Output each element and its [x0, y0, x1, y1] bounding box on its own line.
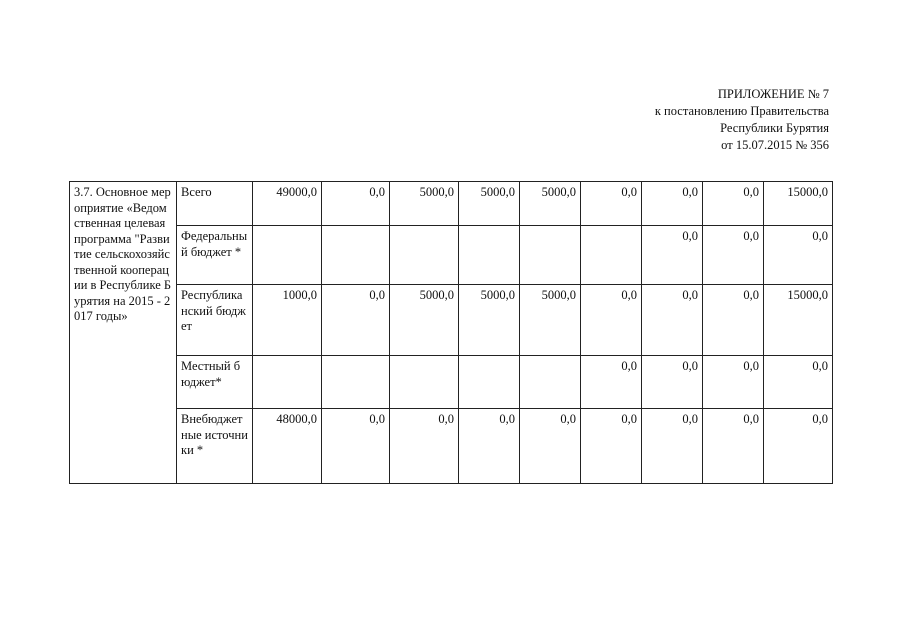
value-cell: 15000,0 — [764, 285, 833, 356]
value-cell: 0,0 — [764, 356, 833, 409]
value-cell — [390, 226, 459, 285]
value-cell — [520, 226, 581, 285]
value-cell: 0,0 — [642, 182, 703, 226]
value-cell: 0,0 — [322, 285, 390, 356]
value-cell: 0,0 — [642, 226, 703, 285]
table-row — [70, 356, 833, 409]
value-cell: 15000,0 — [764, 182, 833, 226]
value-cell — [390, 356, 459, 409]
funding-source: Федеральный бюджет * — [177, 226, 253, 285]
value-cell: 0,0 — [703, 409, 764, 484]
value-cell — [459, 356, 520, 409]
funding-source: Всего — [177, 182, 253, 226]
value-cell — [253, 356, 322, 409]
appendix-republic-line: Республики Бурятия — [720, 121, 829, 135]
value-cell: 0,0 — [642, 409, 703, 484]
budget-table — [69, 181, 833, 484]
funding-source: Местный бюджет* — [177, 356, 253, 409]
value-cell: 0,0 — [581, 182, 642, 226]
value-cell: 0,0 — [581, 409, 642, 484]
value-cell: 0,0 — [703, 356, 764, 409]
value-cell: 0,0 — [581, 356, 642, 409]
value-cell: 0,0 — [520, 409, 581, 484]
value-cell — [322, 226, 390, 285]
value-cell: 0,0 — [703, 226, 764, 285]
appendix-header — [655, 86, 829, 154]
value-cell — [253, 226, 322, 285]
measure-description: 3.7. Основное мероприятие «Ведомственная целевая программа "Развитие сельскохозяйственной кооперации в Республике Бурятия на 2015 - 2017 годы» — [70, 182, 177, 484]
value-cell: 0,0 — [703, 285, 764, 356]
value-cell: 5000,0 — [520, 285, 581, 356]
value-cell: 0,0 — [764, 409, 833, 484]
value-cell: 0,0 — [581, 285, 642, 356]
table-row — [70, 226, 833, 285]
value-cell: 5000,0 — [390, 285, 459, 356]
value-cell: 0,0 — [642, 356, 703, 409]
value-cell — [459, 226, 520, 285]
appendix-resolution-line: к постановлению Правительства — [654, 104, 829, 118]
value-cell: 0,0 — [390, 409, 459, 484]
appendix-title: ПРИЛОЖЕНИЕ № 7 — [717, 87, 829, 101]
table-row — [70, 182, 833, 226]
value-cell: 5000,0 — [459, 285, 520, 356]
value-cell — [322, 356, 390, 409]
value-cell: 0,0 — [322, 409, 390, 484]
value-cell: 48000,0 — [253, 409, 322, 484]
value-cell: 5000,0 — [520, 182, 581, 226]
value-cell: 0,0 — [322, 182, 390, 226]
funding-source: Республиканский бюджет — [177, 285, 253, 356]
value-cell: 0,0 — [642, 285, 703, 356]
table-row — [70, 409, 833, 484]
appendix-date-number: от 15.07.2015 № 356 — [721, 138, 829, 152]
value-cell — [520, 356, 581, 409]
value-cell: 5000,0 — [390, 182, 459, 226]
value-cell: 1000,0 — [253, 285, 322, 356]
value-cell: 0,0 — [459, 409, 520, 484]
value-cell: 5000,0 — [459, 182, 520, 226]
table-row — [70, 285, 833, 356]
value-cell: 49000,0 — [253, 182, 322, 226]
value-cell: 0,0 — [764, 226, 833, 285]
value-cell: 0,0 — [703, 182, 764, 226]
value-cell — [581, 226, 642, 285]
funding-source: Внебюджетные источники * — [177, 409, 253, 484]
